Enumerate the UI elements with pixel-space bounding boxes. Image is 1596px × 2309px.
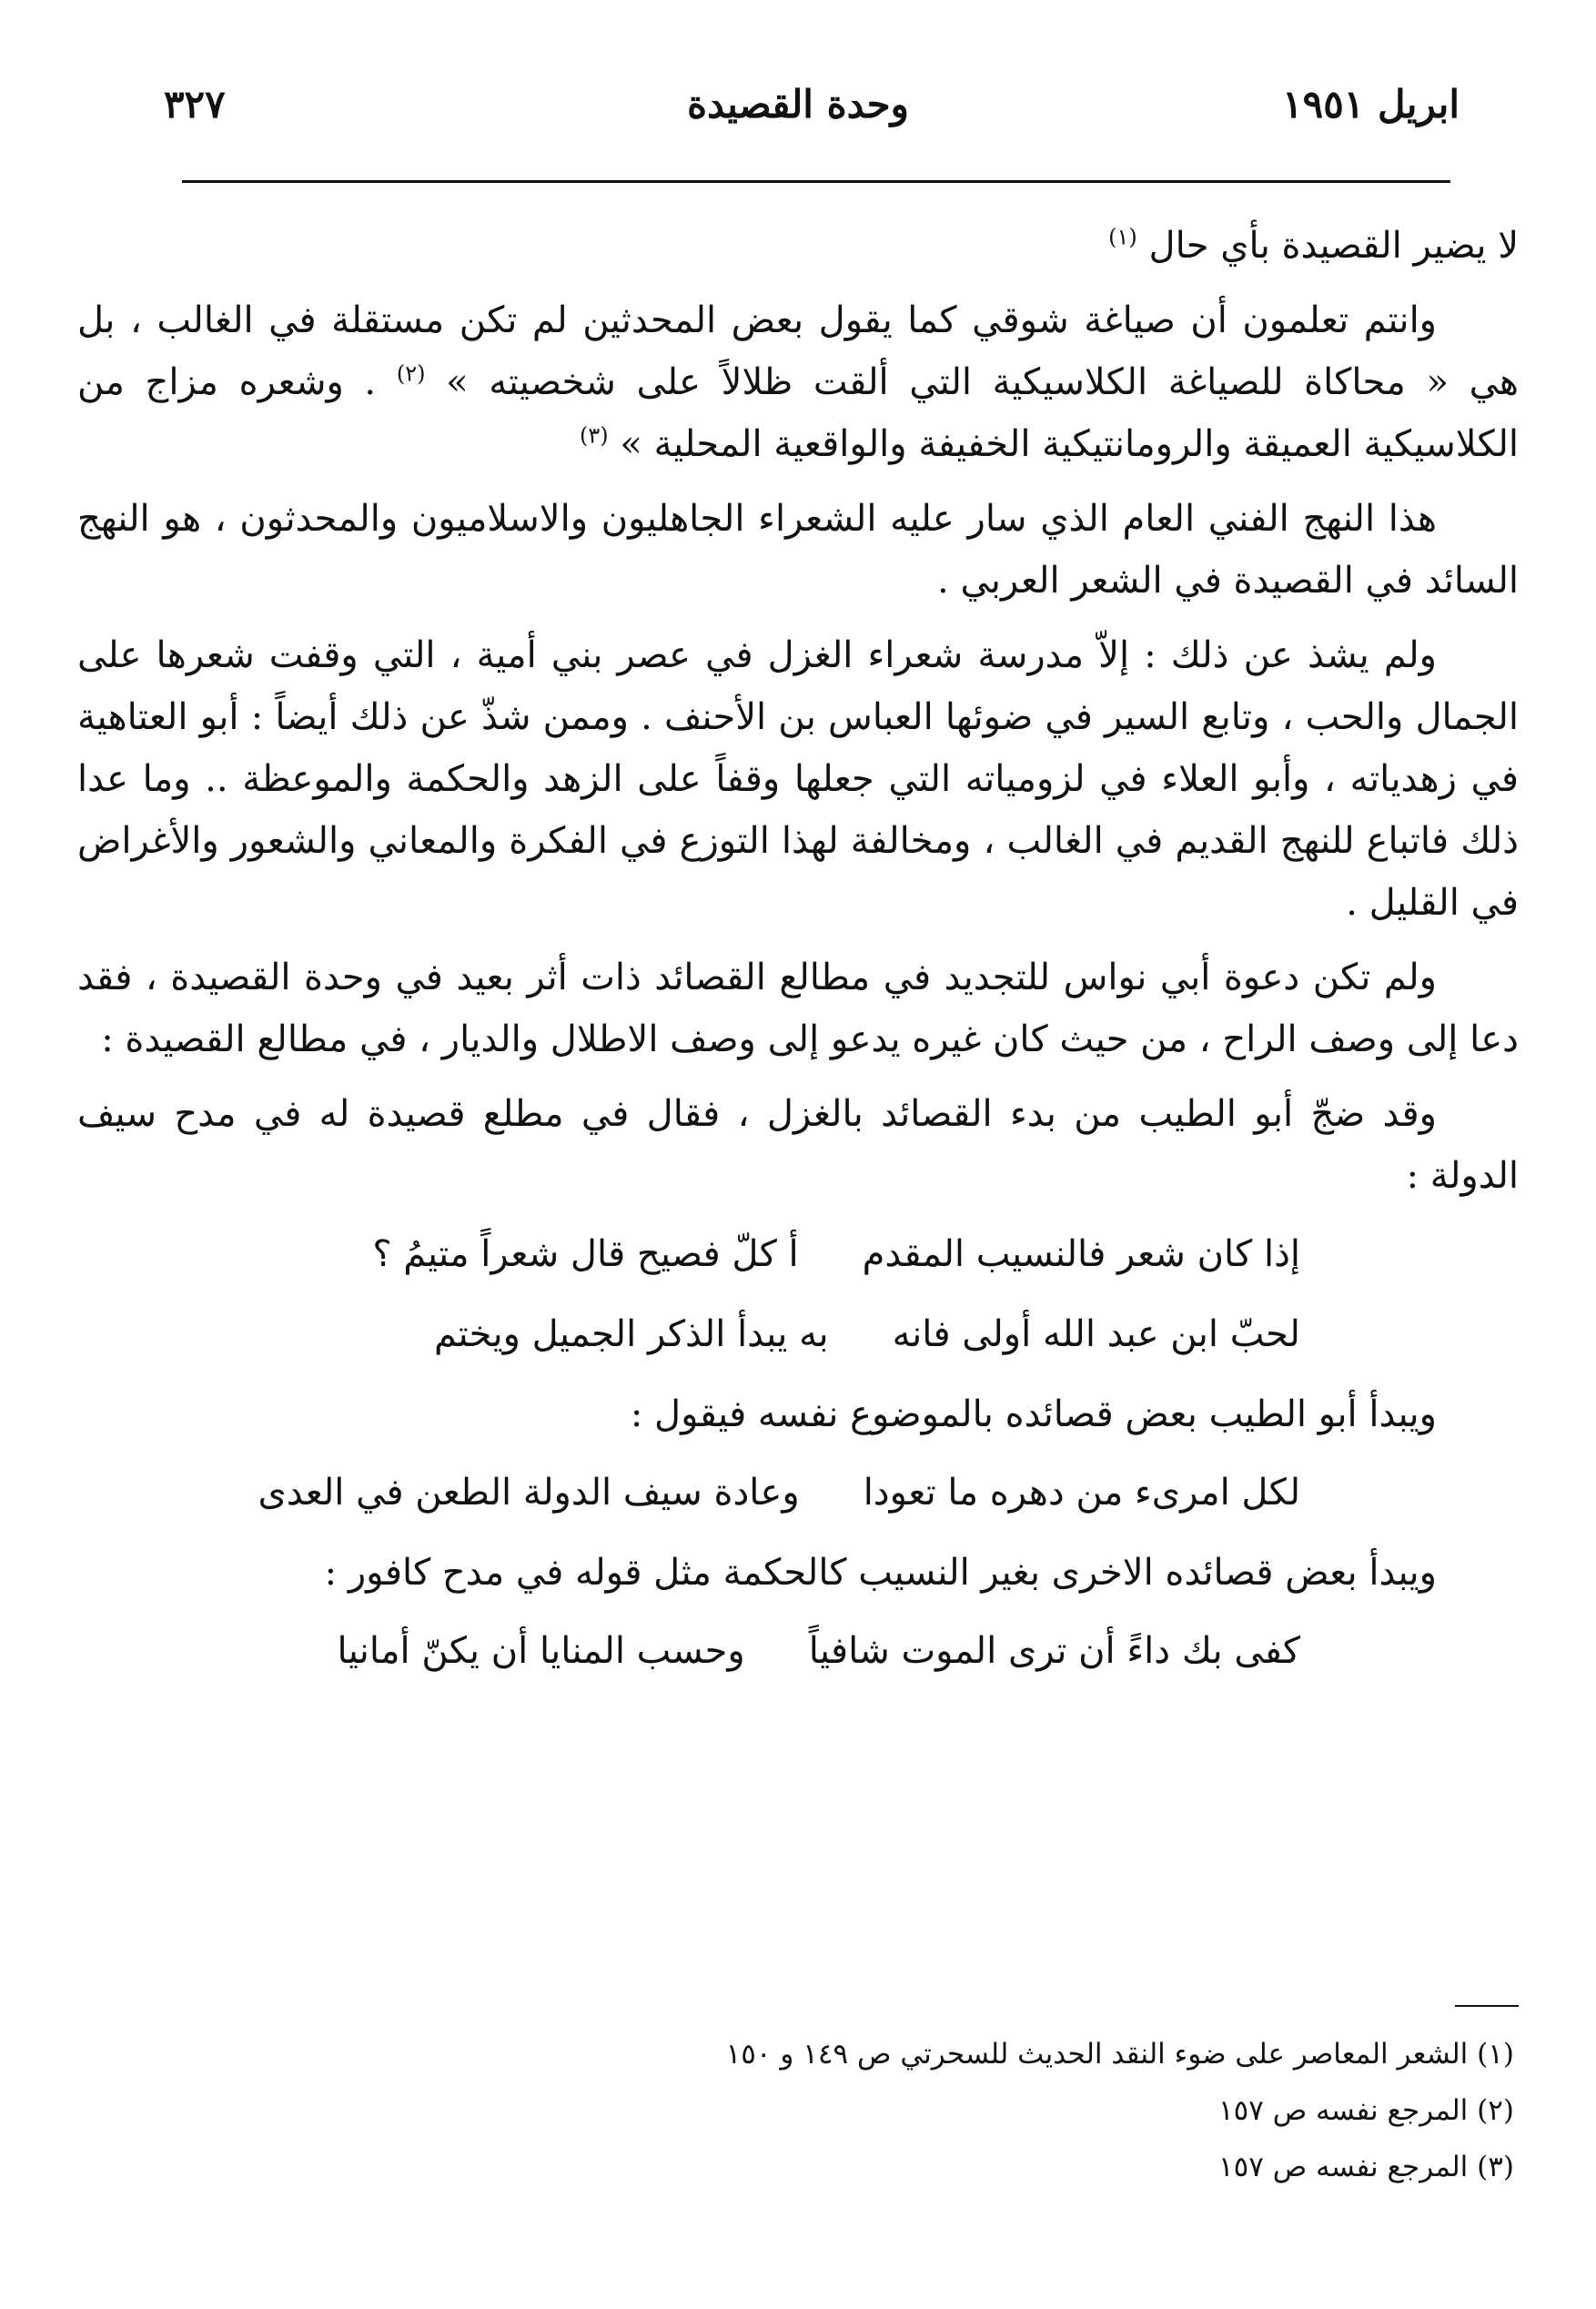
page-body xyxy=(77,215,1519,1700)
paragraph-text: لا يضير القصيدة بأي حال xyxy=(1148,225,1519,267)
verse-second-hemistich: وعادة سيف الدولة الطعن في العدى xyxy=(258,1472,800,1514)
verse-first-hemistich: لكل امرىء من دهره ما تعودا xyxy=(863,1472,1300,1514)
footnote-2: (٢) المرجع نفسه ص ١٥٧ xyxy=(1217,2094,1514,2127)
verse-first-hemistich: لحبّ ابن عبد الله أولى فانه xyxy=(892,1313,1300,1355)
footnote-ref: (١) xyxy=(1108,224,1137,250)
paragraph-text-continued: . وشعره مزاج من الكلاسيكية العميقة والرومانتيكية الخفيفة والواقعية المحلية » xyxy=(77,361,1519,465)
footnote-1: (١) الشعر المعاصر على ضوء النقد الحديث للسحرتي ص ١٤٩ و ١٥٠ xyxy=(725,2038,1514,2071)
paragraph-6: وقد ضجّ أبو الطيب من بدء القصائد بالغزل ، فقال في مطلع قصيدة له في مدح سيف الدولة : xyxy=(77,1093,1519,1197)
verse-line xyxy=(77,1223,1519,1285)
paragraph-3: هذا النهج الفني العام الذي سار عليه الشعراء الجاهليون والاسلاميون والمحدثون ، هو النهج السائد في القصيدة في الشعر العربي . xyxy=(77,498,1519,602)
running-header xyxy=(136,73,1460,137)
verse-intro: ويبدأ بعض قصائده الاخرى بغير النسيب كالحكمة مثل قوله في مدح كافور : xyxy=(324,1552,1437,1594)
header-date: ابريل ١٩٥١ xyxy=(1282,82,1460,127)
verse-first-hemistich: إذا كان شعر فالنسيب المقدم xyxy=(862,1233,1300,1275)
page-number: ٣٢٧ xyxy=(164,82,226,127)
paragraph-4: ولم يشذ عن ذلك : إلاّ مدرسة شعراء الغزل في عصر بني أمية ، التي وقفت شعرها على الجمال والحب ، وتابع السير في ضوئها العباس بن الأحنف . وممن شذّ عن ذلك أيضاً : أبو العتاهية في زهدياته ، وأبو العلاء في لزومياته التي جعلها وقفاً على الزهد والحكمة والموعظة .. وما عدا ذلك فاتباع للنهج القديم في الغالب ، ومخالفة لهذا التوزع في الفكرة والمعاني والشعور والأغراض في القليل . xyxy=(77,634,1519,924)
header-divider xyxy=(182,180,1450,183)
verse-intro: ويبدأ أبو الطيب بعض قصائده بالموضوع نفسه فيقول : xyxy=(630,1393,1437,1435)
footnote-3: (٣) المرجع نفسه ص ١٥٧ xyxy=(1217,2151,1514,2183)
verse-line xyxy=(77,1303,1519,1365)
header-title: وحدة القصيدة xyxy=(687,82,909,127)
paragraph-2 xyxy=(77,289,1519,475)
verse-line xyxy=(77,1620,1519,1682)
paragraph-1 xyxy=(77,215,1519,277)
paragraph-text: وانتم تعلمون أن صياغة شوقي كما يقول بعض المحدثين لم تكن مستقلة في الغالب ، بل هي « محاكاة للصياغة الكلاسيكية التي ألقت ظلالاً على شخصيته » xyxy=(77,299,1520,403)
verse-first-hemistich: كفى بك داءً أن ترى الموت شافياً xyxy=(808,1630,1300,1672)
footnote-ref: (٢) xyxy=(396,360,426,387)
footnote-ref: (٣) xyxy=(580,422,609,449)
verse-second-hemistich: به يبدأ الذكر الجميل ويختم xyxy=(433,1313,829,1355)
paragraph-5: ولم تكن دعوة أبي نواس للتجديد في مطالع القصائد ذات أثر بعيد في وحدة القصيدة ، فقد دعا إلى وصف الراح ، من حيث كان غيره يدعو إلى وصف الاطلال والديار ، في مطالع القصيدة : xyxy=(77,957,1519,1060)
verse-second-hemistich: أ كلّ فصيح قال شعراً متيمُ ؟ xyxy=(372,1233,799,1275)
verse-line xyxy=(77,1462,1519,1524)
verse-second-hemistich: وحسب المنايا أن يكنّ أمانيا xyxy=(337,1630,745,1672)
footnote-divider xyxy=(1455,2005,1519,2007)
footnotes xyxy=(136,2026,1514,2195)
